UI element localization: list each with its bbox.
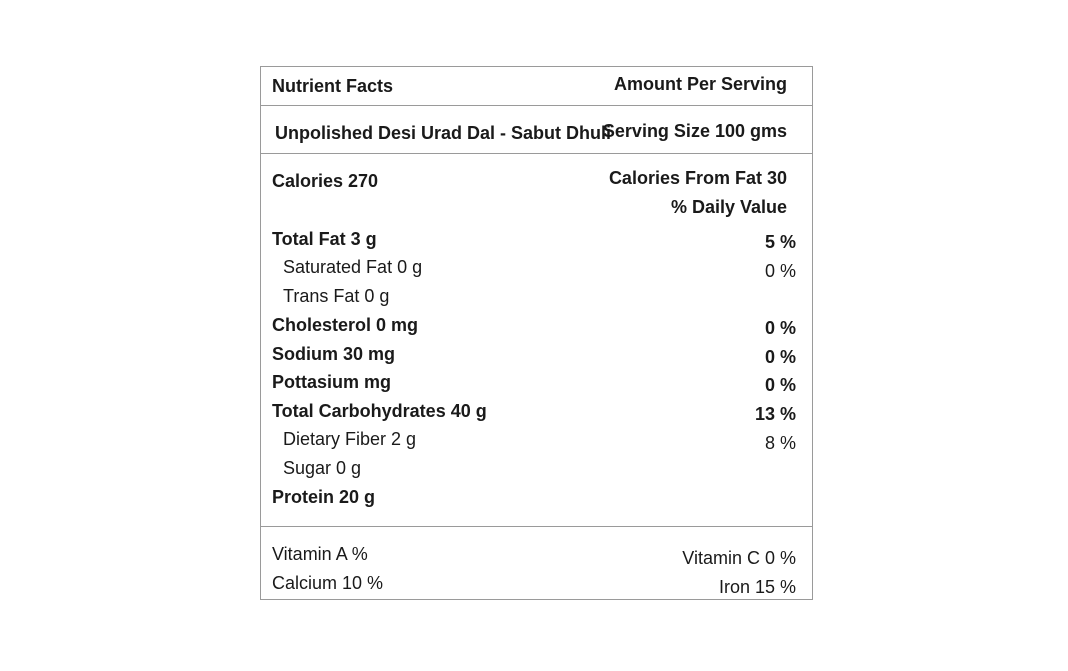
protein-label: Protein 20 g <box>272 487 376 507</box>
dietary-fiber-dv: 8 % <box>764 433 796 453</box>
panel-title: Nutrient Facts <box>272 76 394 96</box>
total-carbohydrates-label: Total Carbohydrates 40 g <box>272 401 487 421</box>
calories-label: Calories 270 <box>272 171 379 191</box>
trans-fat-label: Trans Fat 0 g <box>283 286 390 306</box>
saturated-fat-dv: 0 % <box>764 261 796 281</box>
amount-per-serving-label: Amount Per Serving <box>613 74 787 94</box>
divider <box>261 153 812 154</box>
serving-size: Serving Size 100 gms <box>602 121 787 141</box>
divider <box>261 526 812 527</box>
dietary-fiber-label: Dietary Fiber 2 g <box>283 429 417 449</box>
cholesterol-label: Cholesterol 0 mg <box>272 315 419 335</box>
total-fat-label: Total Fat 3 g <box>272 229 377 249</box>
pottasium-dv: 0 % <box>764 375 796 395</box>
vitamin-c: Vitamin C 0 % <box>682 548 796 568</box>
sodium-label: Sodium 30 mg <box>272 344 396 364</box>
iron: Iron 15 % <box>718 577 796 597</box>
sodium-dv: 0 % <box>764 347 796 367</box>
total-carbohydrates-dv: 13 % <box>754 404 796 424</box>
sugar-label: Sugar 0 g <box>283 458 362 478</box>
divider <box>261 105 812 106</box>
nutrition-facts-panel <box>260 66 813 600</box>
total-fat-dv: 5 % <box>764 232 796 252</box>
saturated-fat-label: Saturated Fat 0 g <box>283 257 423 277</box>
daily-value-header: % Daily Value <box>670 197 787 217</box>
cholesterol-dv: 0 % <box>764 318 796 338</box>
product-name: Unpolished Desi Urad Dal - Sabut Dhuli <box>275 123 612 143</box>
calories-from-fat: Calories From Fat 30 <box>608 168 787 188</box>
vitamin-a: Vitamin A % <box>272 544 368 564</box>
pottasium-label: Pottasium mg <box>272 372 392 392</box>
calcium: Calcium 10 % <box>272 573 384 593</box>
